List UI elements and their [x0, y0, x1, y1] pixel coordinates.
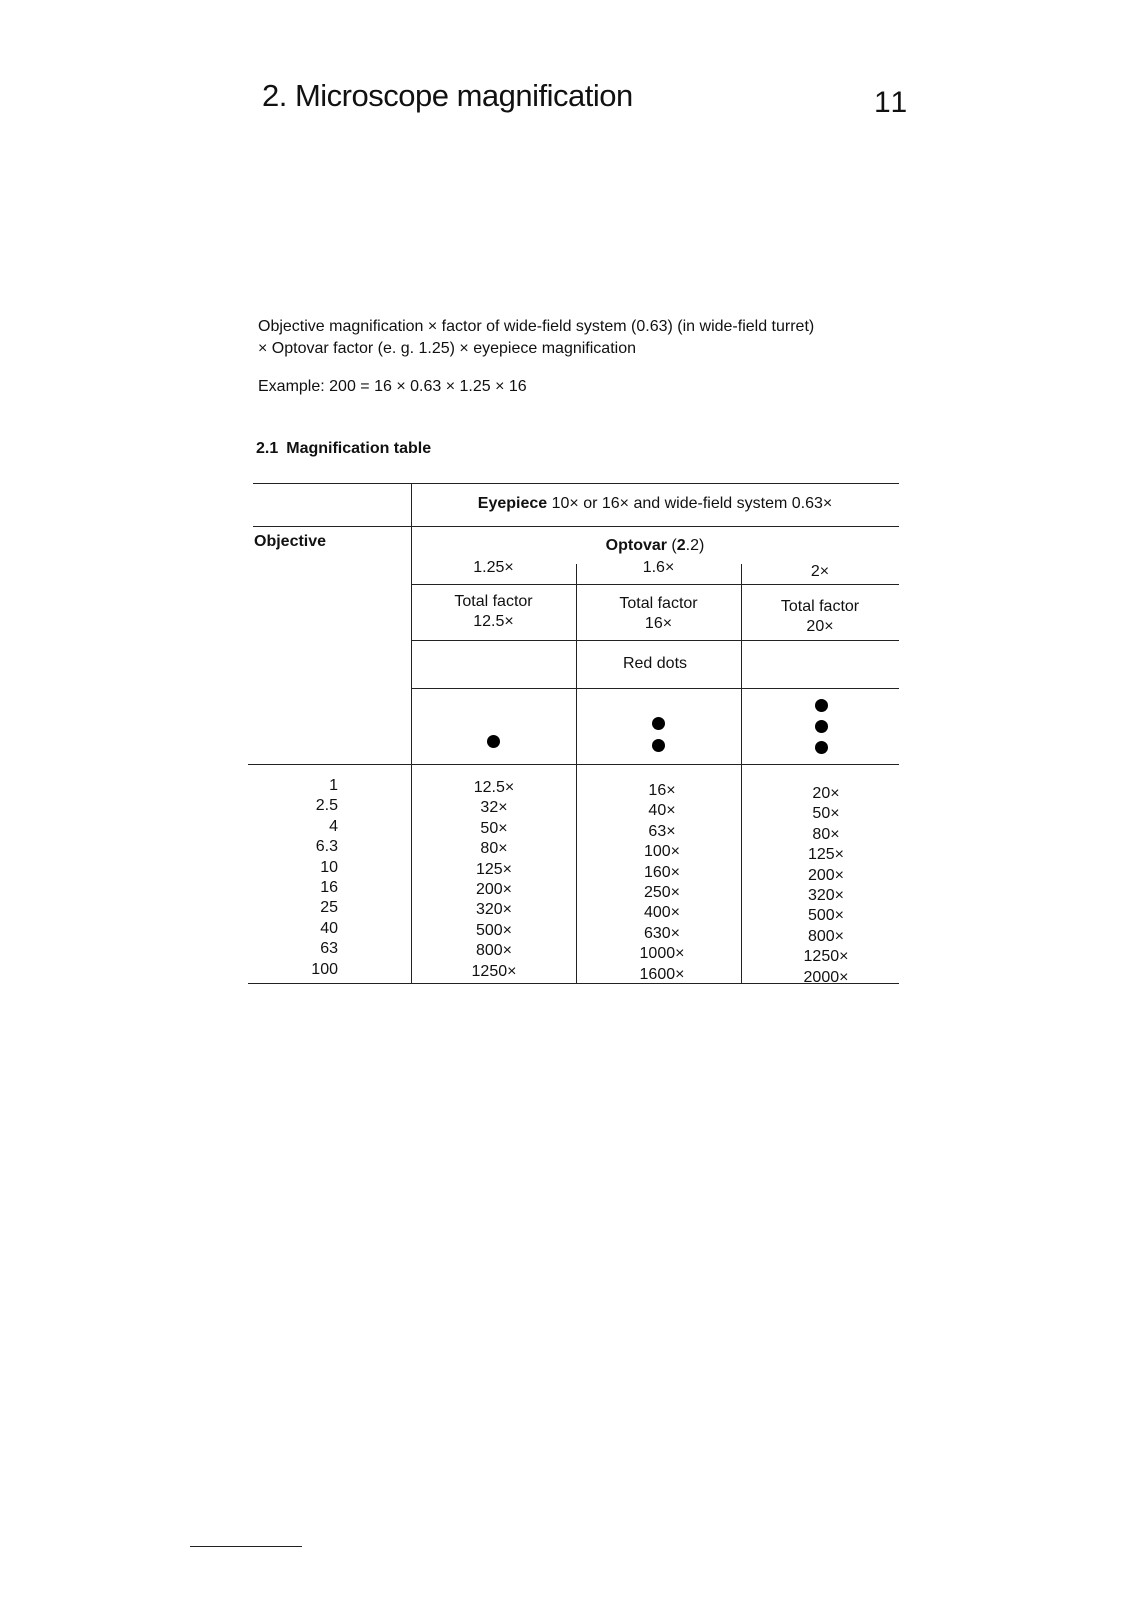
table-rule-top [253, 483, 899, 484]
table-cell: 40× [648, 802, 676, 820]
section-heading [256, 440, 431, 458]
formula-line-1: Objective magnification × factor of wide-field system (0.63) (in wide-field turret) [258, 318, 815, 335]
table-cell: 4 [329, 817, 338, 835]
table-cell: 125× [475, 860, 513, 878]
red-dot-icon [652, 717, 665, 730]
table-cell: 40 [320, 919, 338, 937]
objective-header: Objective [254, 533, 327, 550]
table-cell: 630× [643, 924, 681, 942]
table-cell: 63 [320, 940, 338, 958]
red-dot-icon [652, 739, 665, 752]
total-factor-1 [411, 592, 576, 632]
table-cell: 16 [320, 879, 338, 897]
table-cell: 50× [812, 805, 840, 823]
table-cell: 100 [311, 960, 338, 978]
table-cell: 200× [807, 866, 845, 884]
table-cell: 20× [812, 785, 840, 802]
optovar-label: Optovar [605, 537, 667, 554]
table-cell: 160× [643, 863, 681, 881]
red-dot-icon [815, 699, 828, 712]
table-cell: 800× [807, 927, 845, 945]
table-cell: 2000× [803, 968, 849, 986]
table-cell: 400× [643, 904, 681, 922]
total-factor-value: 12.5× [473, 613, 514, 630]
total-factor-3 [741, 597, 899, 637]
eyepiece-label: Eyepiece [477, 495, 548, 512]
table-cell: 2.5 [315, 797, 338, 815]
magnification-column-1 [448, 778, 540, 982]
total-factor-label: Total factor [619, 595, 698, 612]
table-cell: 1250× [803, 948, 849, 966]
table-cell: 100× [643, 843, 681, 861]
eyepiece-text: 10× or 16× and wide-field system 0.63× [547, 495, 833, 512]
chapter-title: 2. Microscope magnification [262, 78, 633, 113]
formula-example: Example: 200 = 16 × 0.63 × 1.25 × 16 [258, 378, 527, 395]
table-cell: 1000× [639, 945, 685, 963]
table-cell: 80× [480, 840, 508, 858]
page-number: 11 [874, 86, 910, 119]
table-cell: 10 [320, 858, 338, 876]
table-cell: 32× [480, 799, 508, 817]
total-factor-value: 16× [644, 615, 673, 632]
optovar-ref-rest: .2) [685, 537, 705, 554]
table-cell: 1600× [639, 965, 685, 983]
table-cell: 500× [807, 907, 845, 925]
table-rule-total-factor [411, 640, 899, 641]
section-number: 2.1 [256, 440, 279, 457]
table-cell: 50× [480, 819, 508, 837]
footer-rule [190, 1546, 302, 1547]
table-cell: 80× [812, 825, 840, 843]
optovar-factor-1: 1.25× [473, 559, 514, 576]
optovar-factor-2: 1.6× [642, 559, 675, 576]
optovar-paren: ( [666, 537, 677, 554]
table-cell: 125× [807, 846, 845, 864]
optovar-factor-3: 2× [810, 563, 830, 580]
table-cell: 16× [648, 782, 676, 799]
total-factor-value: 20× [806, 618, 834, 635]
table-cell: 12.5× [473, 779, 515, 796]
table-rule-eyepiece [253, 526, 899, 527]
section-title: Magnification table [286, 440, 432, 457]
objective-column [290, 776, 338, 980]
table-rule-body-top [248, 764, 899, 765]
table-rule-red-dots [411, 688, 899, 689]
formula-line-2: × Optovar factor (e. g. 1.25) × eyepiece magnification [258, 340, 636, 357]
table-cell: 320× [807, 887, 845, 905]
table-cell: 1 [329, 777, 338, 794]
magnification-column-2 [616, 781, 708, 985]
table-rule-optovar [411, 584, 899, 585]
table-cell: 250× [643, 884, 681, 902]
total-factor-label: Total factor [454, 593, 533, 610]
table-cell: 800× [475, 942, 513, 960]
table-cell: 200× [475, 881, 513, 899]
table-cell: 320× [475, 901, 513, 919]
total-factor-label: Total factor [780, 598, 860, 615]
red-dot-icon [487, 735, 500, 748]
magnification-column-3 [780, 784, 872, 988]
eyepiece-header [411, 494, 899, 514]
table-cell: 63× [648, 822, 676, 840]
red-dot-icon [815, 720, 828, 733]
optovar-header [411, 536, 899, 556]
total-factor-2 [576, 594, 741, 634]
magnification-formula [258, 316, 814, 360]
table-cell: 1250× [471, 962, 517, 980]
red-dot-icon [815, 741, 828, 754]
table-cell: 500× [475, 921, 513, 939]
table-cell: 6.3 [315, 838, 338, 856]
red-dots-header: Red dots [622, 655, 688, 672]
table-cell: 25 [320, 899, 338, 917]
optovar-ref: 2 [676, 537, 686, 554]
